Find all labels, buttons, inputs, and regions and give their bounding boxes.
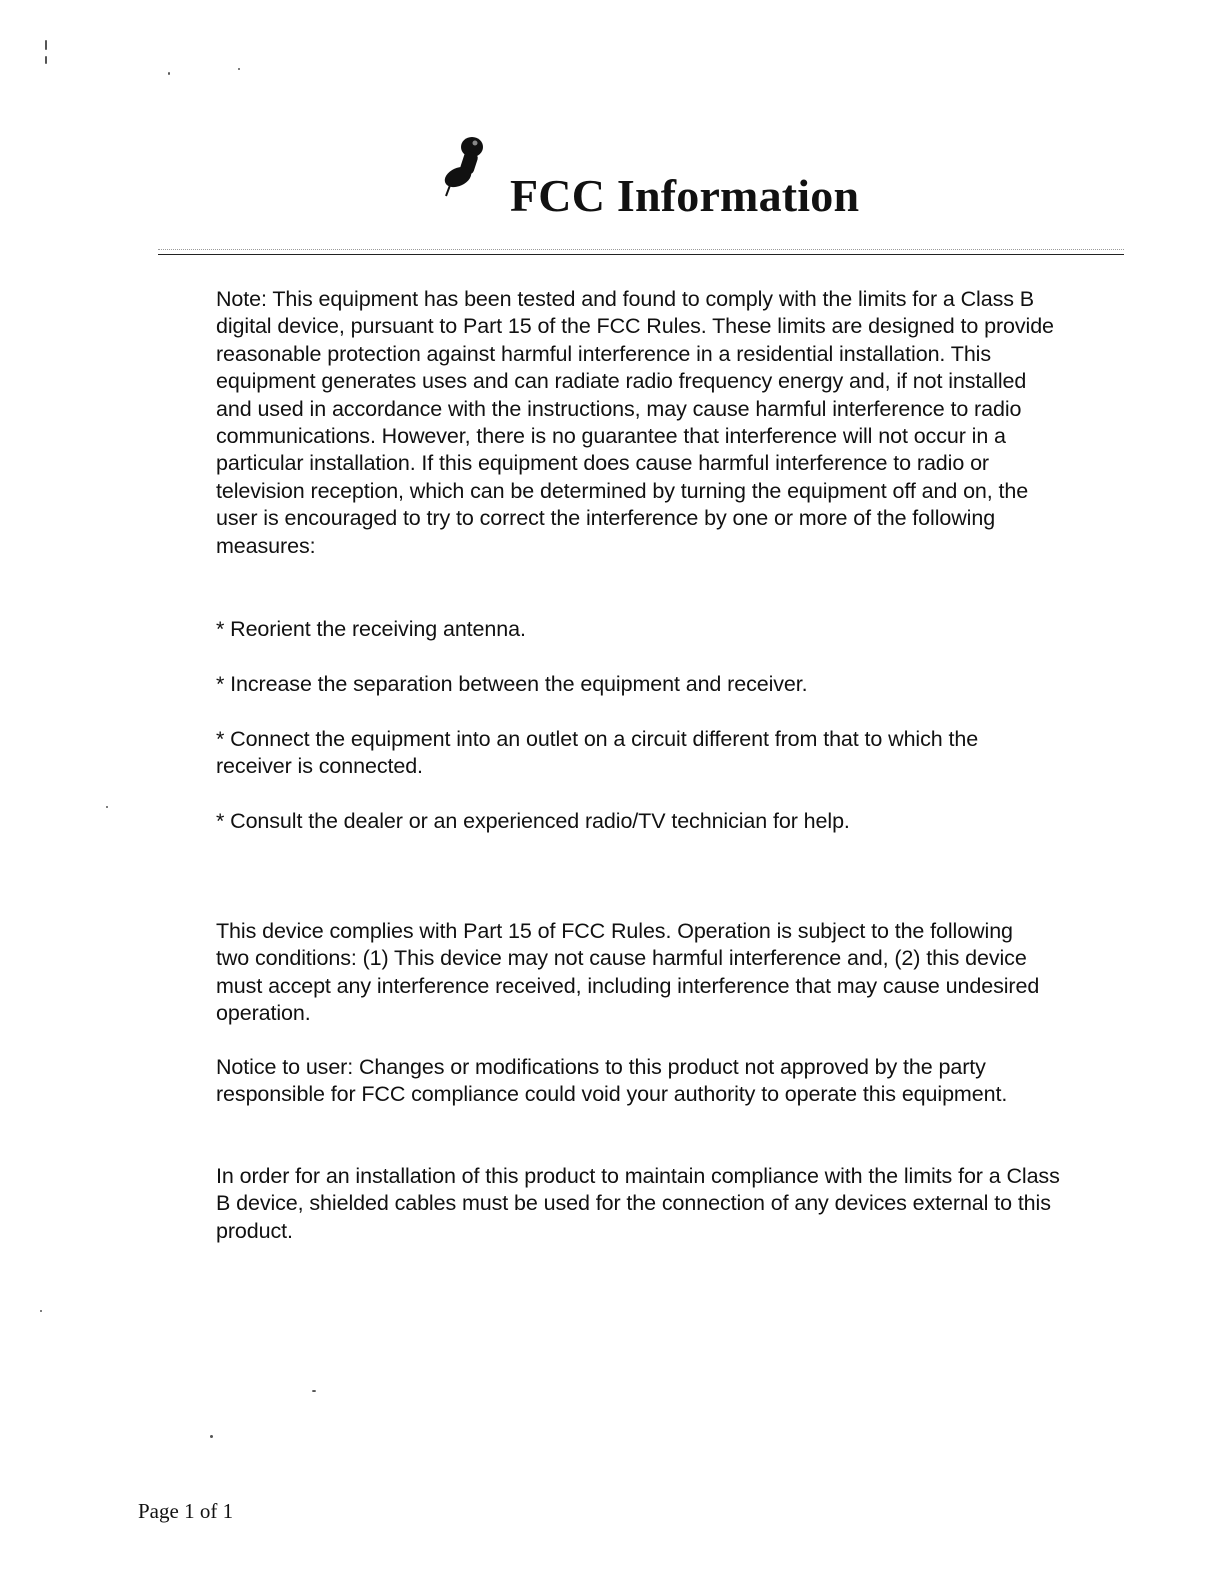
header-rule-shadow: [158, 249, 1124, 250]
compliance-paragraph: This device complies with Part 15 of FCC Rules. Operation is subject to the following two conditions: (1) This device may not cause harmful interference and, (2) this device must accept any interference received, including interference that may cause undesired operation.: [216, 919, 1040, 1026]
scan-speck: [168, 72, 170, 75]
notice-paragraph: Notice to user: Changes or modifications to this product not approved by the party responsible for FCC compliance could void your authority to operate this equipment.: [216, 1055, 1008, 1107]
measure-item: * Increase the separation between the equipment and receiver.: [216, 672, 808, 696]
page-number: Page 1 of 1: [138, 1499, 234, 1523]
pushpin-icon: [440, 134, 488, 198]
header-divider: [158, 254, 1124, 255]
scan-speck: [40, 1310, 42, 1312]
scan-speck: [45, 40, 47, 50]
scan-speck: [45, 56, 47, 64]
scan-speck: [106, 806, 108, 808]
scan-speck: [238, 68, 240, 70]
scan-speck: [210, 1435, 213, 1438]
scan-speck: [312, 1390, 316, 1392]
measure-item: * Consult the dealer or an experienced radio/TV technician for help.: [216, 809, 850, 833]
measure-item: * Reorient the receiving antenna.: [216, 617, 526, 641]
page-title: FCC Information: [510, 170, 860, 221]
note-paragraph: Note: This equipment has been tested and found to comply with the limits for a Class B digital device, pursuant to Part 15 of the FCC Rules. These limits are designed to provide reasonable protection against harmful interference in a residential installation. This equipment generates uses and can radiate radio frequency energy and, if not installed and used in accordance with the instructions, may cause harmful interference to radio communications. However, there is no guarantee that interference will not occur in a particular installation. If this equipment does cause harmful interference to radio or television reception, which can be determined by turning the equipment off and on, the user is encouraged to try to correct the interference by one or more of the following measures:: [216, 287, 1054, 558]
measure-item: * Connect the equipment into an outlet on a circuit different from that to which the receiver is connected.: [216, 727, 979, 779]
cables-paragraph: In order for an installation of this product to maintain compliance with the limits for a Class B device, shielded cables must be used for the connection of any devices external to this product.: [216, 1164, 1060, 1243]
